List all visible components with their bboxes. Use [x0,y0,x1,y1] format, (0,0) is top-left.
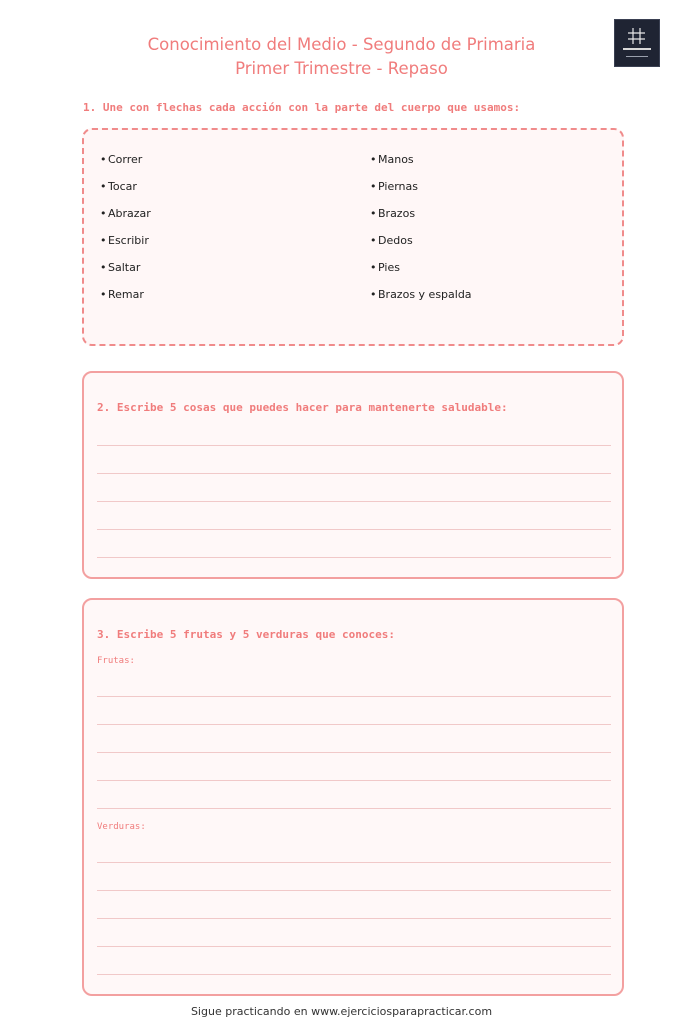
writing-line[interactable] [97,752,611,753]
writing-line[interactable] [97,862,611,863]
list-item: • Pies [370,261,400,274]
writing-line[interactable] [97,724,611,725]
exercise1-box [82,128,624,346]
writing-line[interactable] [97,946,611,947]
list-item: • Remar [100,288,144,301]
writing-line[interactable] [97,780,611,781]
writing-line[interactable] [97,974,611,975]
page-title: Conocimiento del Medio - Segundo de Primaria [147,35,536,54]
list-item: • Manos [370,153,414,166]
fruits-label: Frutas: [97,656,135,666]
list-item: • Dedos [370,234,413,247]
writing-line[interactable] [97,918,611,919]
list-item: • Saltar [100,261,141,274]
list-item: • Piernas [370,180,418,193]
exercise3-box [82,598,624,996]
actions-list [100,150,151,312]
exercise3-heading: 3. Escribe 5 frutas y 5 verduras que conoces: [97,628,396,641]
brand-logo-icon [614,19,660,67]
list-item: • Abrazar [100,207,151,220]
body-parts-list [370,150,472,312]
exercise2-box [82,371,624,579]
writing-line[interactable] [97,501,611,502]
writing-line[interactable] [97,696,611,697]
writing-line[interactable] [97,557,611,558]
exercise2-heading: 2. Escribe 5 cosas que puedes hacer para mantenerte saludable: [97,401,508,414]
vegetables-label: Verduras: [97,822,146,832]
list-item: • Tocar [100,180,137,193]
writing-line[interactable] [97,890,611,891]
list-item: • Correr [100,153,143,166]
page-subtitle: Primer Trimestre - Repaso [235,59,448,78]
list-item: • Brazos [370,207,416,220]
writing-line[interactable] [97,529,611,530]
writing-line[interactable] [97,808,611,809]
list-item: • Brazos y espalda [370,288,472,301]
exercise1-heading: 1. Une con flechas cada acción con la parte del cuerpo que usamos: [83,101,521,114]
writing-line[interactable] [97,445,611,446]
footer-text: Sigue practicando en www.ejerciciosparapracticar.com [190,1005,493,1018]
list-item: • Escribir [100,234,149,247]
writing-line[interactable] [97,473,611,474]
